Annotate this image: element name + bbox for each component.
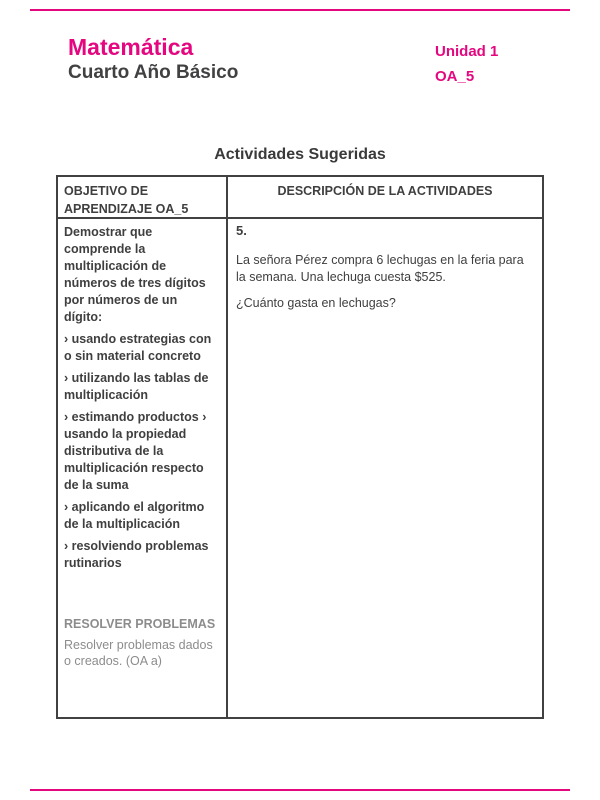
top-accent-rule bbox=[30, 9, 570, 11]
bottom-accent-rule bbox=[30, 789, 570, 791]
oa-code-label: OA_5 bbox=[435, 68, 475, 85]
objective-bullet: › resolviendo problemas rutinarios bbox=[64, 539, 209, 570]
objective-bullet: › aplicando el algoritmo de la multiplicación bbox=[64, 500, 205, 531]
document-header bbox=[68, 33, 238, 85]
objective-bullet: › usando estrategias con o sin material concreto bbox=[64, 332, 212, 363]
grade-subtitle: Cuarto Año Básico bbox=[68, 62, 239, 83]
skill-text: Resolver problemas dados o creados. (OA a) bbox=[64, 638, 213, 668]
objective-bullet: › estimando productos › usando la propiedad distributiva de la multiplicación respecto de la suma bbox=[64, 410, 207, 492]
activities-table bbox=[56, 175, 544, 719]
description-column-header: DESCRIPCIÓN DE LA ACTIVIDADES bbox=[228, 177, 542, 219]
activity-paragraph: La señora Pérez compra 6 lechugas en la feria para la semana. Una lechuga cuesta $525. bbox=[236, 253, 524, 284]
unit-info bbox=[435, 43, 498, 85]
activity-question: ¿Cuánto gasta en lechugas? bbox=[236, 296, 396, 310]
objective-cell bbox=[58, 219, 228, 717]
subject-title: Matemática bbox=[68, 34, 194, 60]
objective-bullet: › utilizando las tablas de multiplicación bbox=[64, 371, 209, 402]
objective-column-header: OBJETIVO DE APRENDIZAJE OA_5 bbox=[58, 177, 228, 219]
skill-block bbox=[64, 616, 218, 669]
activity-cell bbox=[228, 219, 542, 717]
section-title: Actividades Sugeridas bbox=[214, 146, 386, 163]
objective-intro: Demostrar que comprende la multiplicación de números de tres dígitos por números de un dígito: bbox=[64, 225, 206, 324]
unit-label: Unidad 1 bbox=[435, 43, 499, 60]
activity-number: 5. bbox=[236, 223, 247, 238]
skill-title: RESOLVER PROBLEMAS bbox=[64, 617, 216, 631]
